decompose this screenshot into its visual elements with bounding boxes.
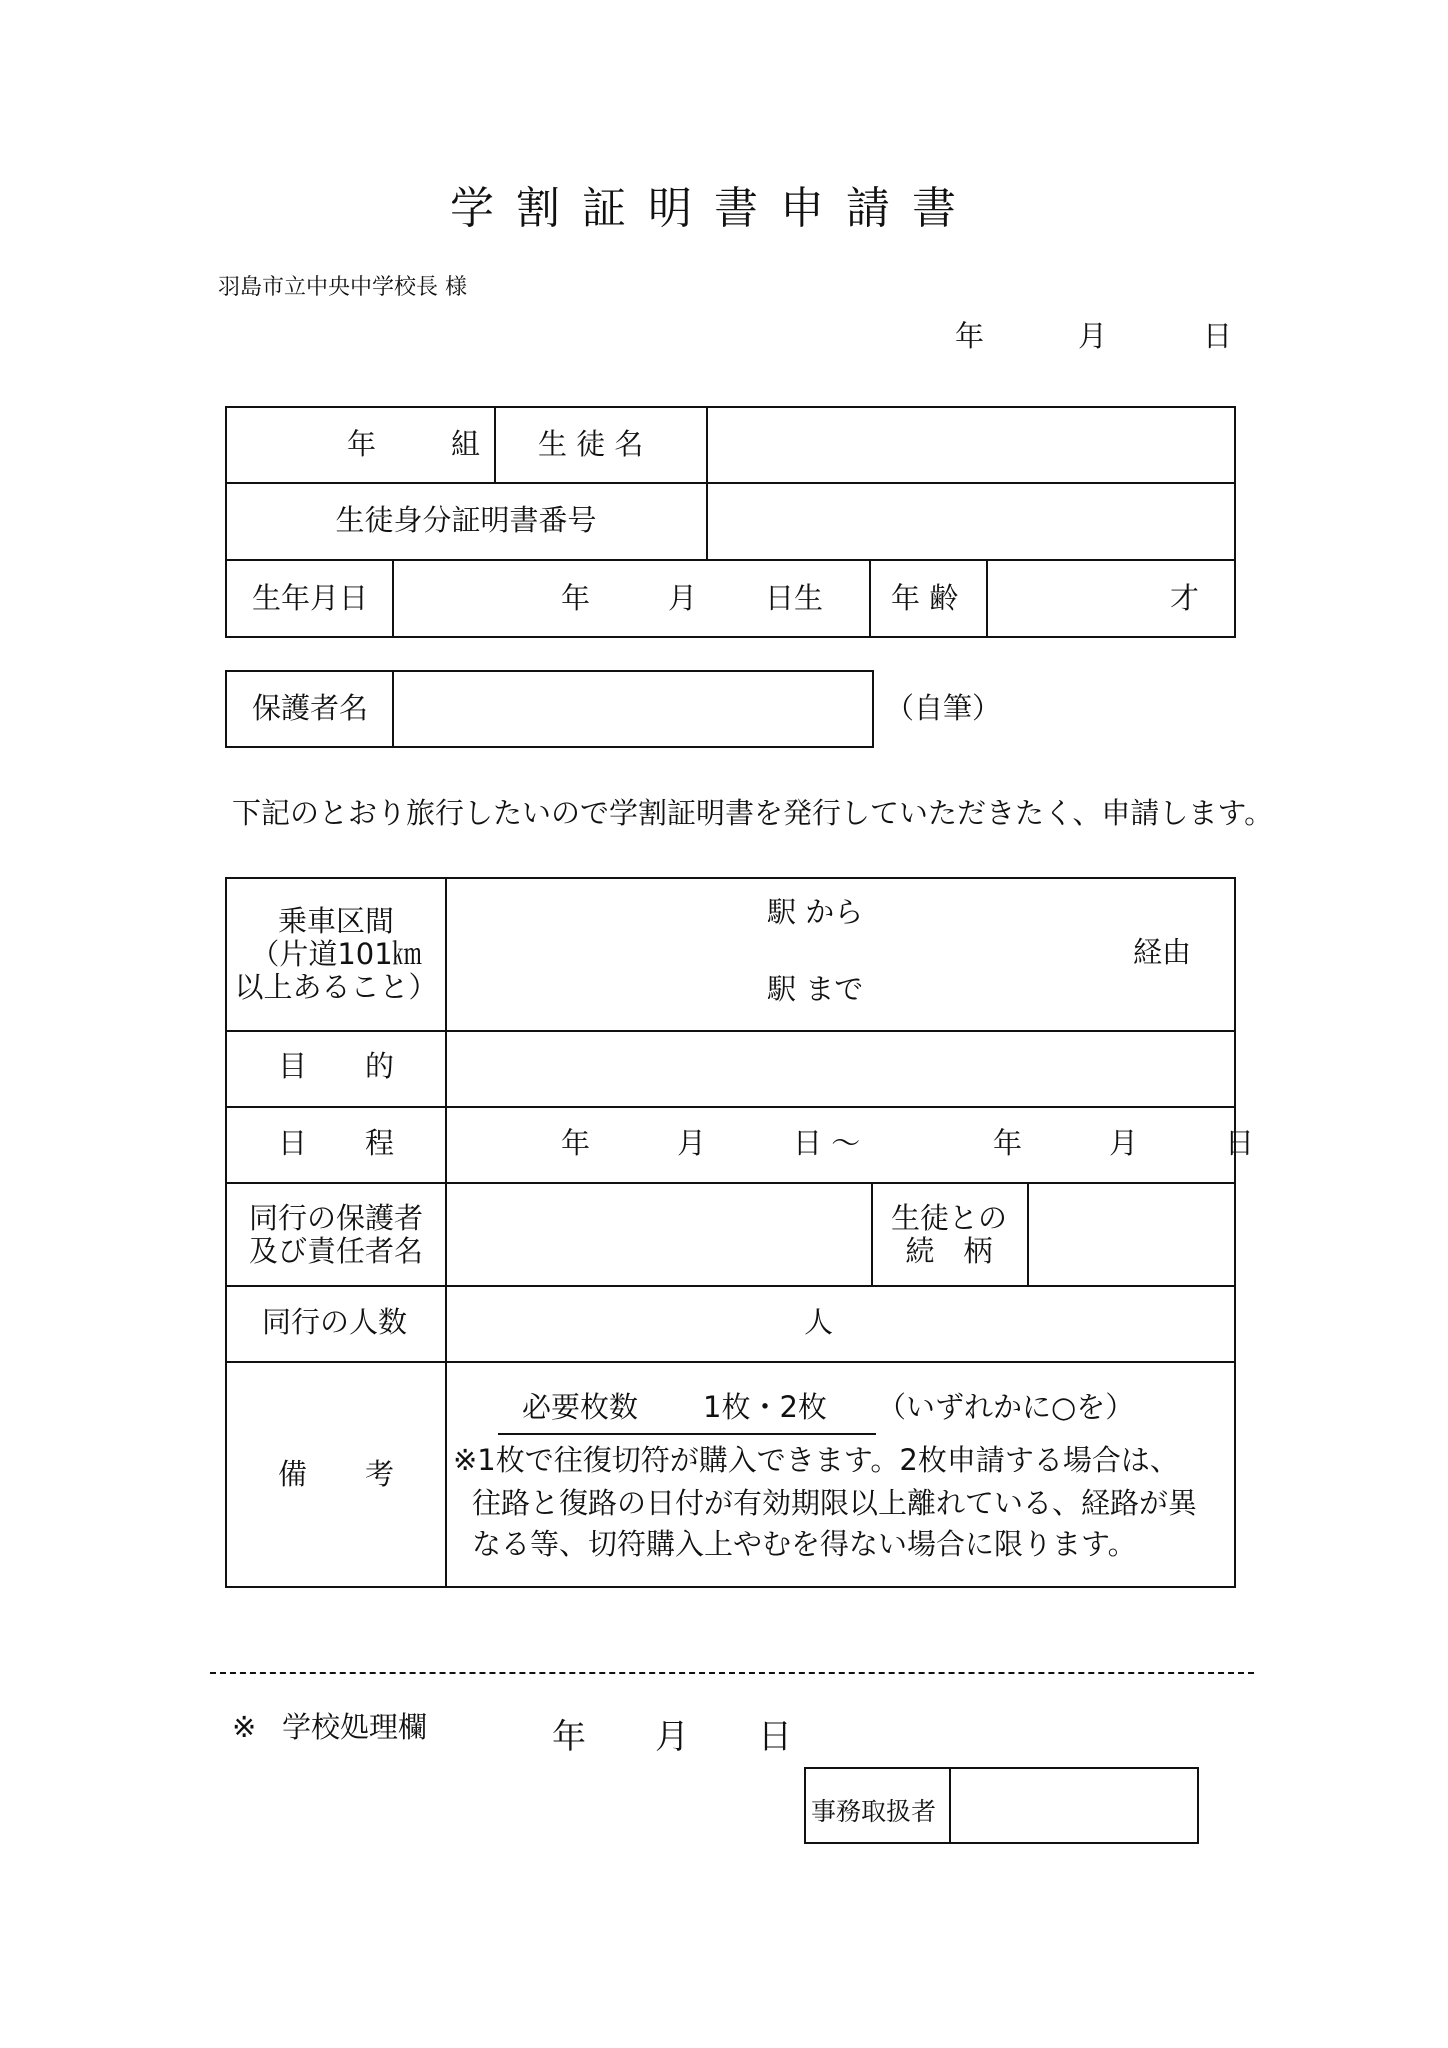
- addressee: 羽島市立中央中学校長 様: [218, 275, 467, 300]
- student-name-label: 生 徒 名: [538, 427, 644, 461]
- page-title: 学割証明書申請書: [450, 183, 978, 234]
- remarks-note-1: ※1枚で往復切符が購入できます。2枚申請する場合は、: [453, 1443, 1179, 1477]
- to-station: 駅 まで: [767, 972, 864, 1006]
- divider: [392, 670, 394, 748]
- tickets-needed: 必要枚数: [522, 1390, 639, 1424]
- purpose-field[interactable]: [448, 1033, 1233, 1105]
- divider: [949, 1767, 951, 1844]
- via-label: 経由: [1133, 935, 1192, 969]
- divider: [986, 559, 988, 638]
- tickets-underline: [498, 1433, 876, 1435]
- purpose-label: 目 的: [278, 1049, 395, 1083]
- divider: [225, 1106, 1236, 1108]
- divider: [706, 406, 708, 560]
- schedule-label: 日 程: [278, 1126, 395, 1160]
- age-label: 年 齢: [891, 581, 959, 615]
- id-number-label: 生徒身分証明書番号: [335, 503, 597, 537]
- age-unit: 才: [1170, 581, 1200, 615]
- divider: [871, 1182, 873, 1286]
- divider: [1027, 1182, 1029, 1286]
- birth-year: 年: [561, 581, 591, 615]
- school-month: 月: [655, 1717, 689, 1757]
- handler-label: 事務取扱者: [811, 1797, 937, 1826]
- from-station: 駅 から: [767, 895, 864, 929]
- schedule-start: 年 月 日 〜: [561, 1126, 861, 1160]
- cut-line: [210, 1672, 1254, 1674]
- guardian-label: 保護者名: [252, 691, 369, 725]
- handler-field[interactable]: [952, 1770, 1196, 1841]
- relation-field[interactable]: [1030, 1185, 1233, 1283]
- date-year: 年: [955, 319, 985, 353]
- remarks-label: 備 考: [278, 1457, 395, 1491]
- divider: [225, 1182, 1236, 1184]
- birth-day: 日生: [765, 581, 824, 615]
- remarks-note-3: なる等、切符購入上やむを得ない場合に限ります。: [472, 1527, 1137, 1561]
- id-number-field[interactable]: [709, 485, 1233, 557]
- divider: [225, 1030, 1236, 1032]
- remarks-note-2: 往路と復路の日付が有効期限以上離れている、経路が異: [472, 1486, 1198, 1520]
- count-label: 同行の人数: [262, 1305, 408, 1339]
- date-day: 日: [1203, 319, 1233, 353]
- divider: [225, 1285, 1236, 1287]
- student-name-field[interactable]: [709, 409, 1233, 481]
- divider: [225, 1361, 1236, 1363]
- divider: [494, 406, 496, 483]
- divider: [225, 482, 1236, 484]
- class-label: 組: [451, 427, 481, 461]
- guardian-note: （自筆）: [885, 691, 1002, 725]
- divider: [445, 877, 447, 1588]
- count-unit: 人: [804, 1305, 834, 1339]
- schedule-end: 年 月 日: [993, 1126, 1255, 1160]
- school-section-label: 学校処理欄: [282, 1710, 428, 1744]
- tickets-options[interactable]: 1枚・2枚: [703, 1390, 827, 1424]
- companion-label: 同行の保護者 及び責任者名: [248, 1201, 424, 1268]
- section-label: 乗車区間 （片道101㎞ 以上あること）: [234, 904, 438, 1004]
- relation-label: 生徒との 続 柄: [890, 1201, 1008, 1268]
- divider: [869, 559, 871, 638]
- divider: [225, 559, 1236, 561]
- request-statement: 下記のとおり旅行したいので学割証明書を発行していただきたく、申請します。: [232, 796, 1274, 830]
- school-year: 年: [552, 1717, 586, 1757]
- birthdate-label: 生年月日: [252, 581, 369, 615]
- birth-month: 月: [668, 581, 698, 615]
- divider: [392, 559, 394, 638]
- grade-label: 年: [347, 427, 377, 461]
- guardian-name-field[interactable]: [395, 673, 871, 745]
- school-mark: ※: [232, 1710, 257, 1744]
- school-day: 日: [758, 1717, 792, 1757]
- tickets-note: （いずれかに○を）: [877, 1390, 1135, 1424]
- companion-name-field[interactable]: [448, 1185, 869, 1283]
- date-month: 月: [1078, 319, 1108, 353]
